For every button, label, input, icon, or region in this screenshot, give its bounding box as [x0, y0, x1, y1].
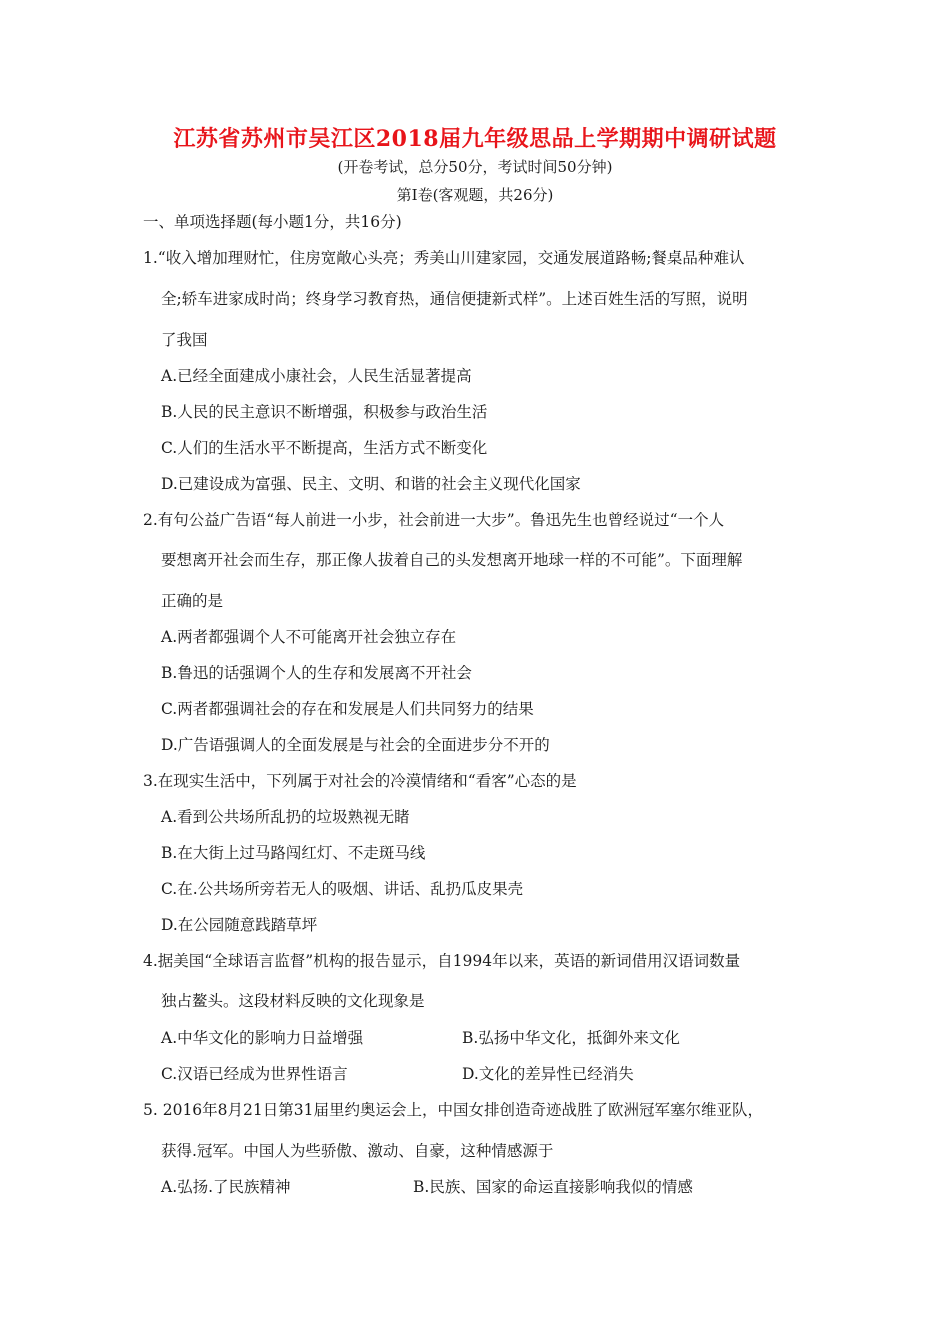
question-4-option-c: C.汉语已经成为世界性语言: [161, 1065, 348, 1083]
question-1-line-2: 全;轿车进家成时尚；终身学习教育热，通信便捷新式样”。上述百姓生活的写照，说明: [161, 290, 748, 308]
question-5-option-b: B.民族、国家的命运直接影响我似的情感: [413, 1178, 693, 1196]
question-3-option-a: A.看到公共场所乱扔的垃圾熟视无睹: [161, 808, 410, 826]
question-2-option-b: B.鲁迅的话强调个人的生存和发展离不开社会: [161, 664, 472, 682]
question-4-line-1: 4.据美国“全球语言监督”机构的报告显示，自1994年以来，英语的新词借用汉语词数量: [143, 952, 741, 970]
question-3-option-d: D.在公园随意践踏草坪: [161, 916, 318, 934]
question-4-option-a: A.中华文化的影响力日益增强: [161, 1029, 364, 1047]
question-1-line-3: 了我国: [161, 331, 208, 349]
question-5-line-1: 5. 2016年8月21日第31届里约奥运会上，中国女排创造奇迹战胜了欧洲冠军塞尔维亚队，: [143, 1101, 763, 1119]
question-1-option-c: C.人们的生活水平不断提高，生活方式不断变化: [161, 439, 488, 457]
question-2-option-a: A.两者都强调个人不可能离开社会独立存在: [161, 628, 457, 646]
page-title: 江苏省苏州市吴江区2018届九年级思品上学期期中调研试题: [173, 126, 777, 152]
question-2-line-3: 正确的是: [161, 592, 224, 610]
question-2-line-1: 2.有句公益广告语“每人前进一小步，社会前进一大步”。鲁迅先生也曾经说过“一个人: [143, 511, 725, 529]
question-1-option-a: A.已经全面建成小康社会，人民生活显著提高: [161, 367, 472, 385]
question-3-option-b: B.在大街上过马路闯红灯、不走斑马线: [161, 844, 426, 862]
question-2-line-2: 要想离开社会而生存，那正像人拔着自己的头发想离开地球一样的不可能”。下面理解: [161, 551, 743, 569]
part-heading: 一、单项选择题(每小题1分，共16分): [143, 213, 402, 231]
question-1-line-1: 1.“收入增加理财忙，住房宽敞心头亮；秀美山川建家园，交通发展道路畅;餐桌品种难认: [143, 249, 745, 267]
question-4-line-2: 独占鳌头。这段材料反映的文化现象是: [161, 992, 425, 1010]
question-3-option-c: C.在.公共场所旁若无人的吸烟、讲话、乱扔瓜皮果壳: [161, 880, 524, 898]
question-3-line-1: 3.在现实生活中，下列属于对社会的冷漠情绪和“看客”心态的是: [143, 772, 577, 790]
question-4-option-b: B.弘扬中华文化，抵御外来文化: [462, 1029, 680, 1047]
exam-info: (开卷考试，总分50分，考试时间50分钟): [337, 158, 613, 176]
question-2-option-d: D.广告语强调人的全面发展是与社会的全面进步分不开的: [161, 736, 550, 754]
question-1-option-d: D.已建设成为富强、民主、文明、和谐的社会主义现代化国家: [161, 475, 581, 493]
question-1-option-b: B.人民的民主意识不断增强，积极参与政治生活: [161, 403, 488, 421]
volume-heading: 第Ⅰ卷(客观题，共26分): [396, 186, 554, 204]
question-2-option-c: C.两者都强调社会的存在和发展是人们共同努力的结果: [161, 700, 534, 718]
question-5-line-2: 获得.冠军。中国人为些骄傲、激动、自豪，这种情感源于: [161, 1142, 554, 1160]
question-4-option-d: D.文化的差异性已经消失: [462, 1065, 634, 1083]
question-5-option-a: A.弘扬.了民族精神: [161, 1178, 291, 1196]
